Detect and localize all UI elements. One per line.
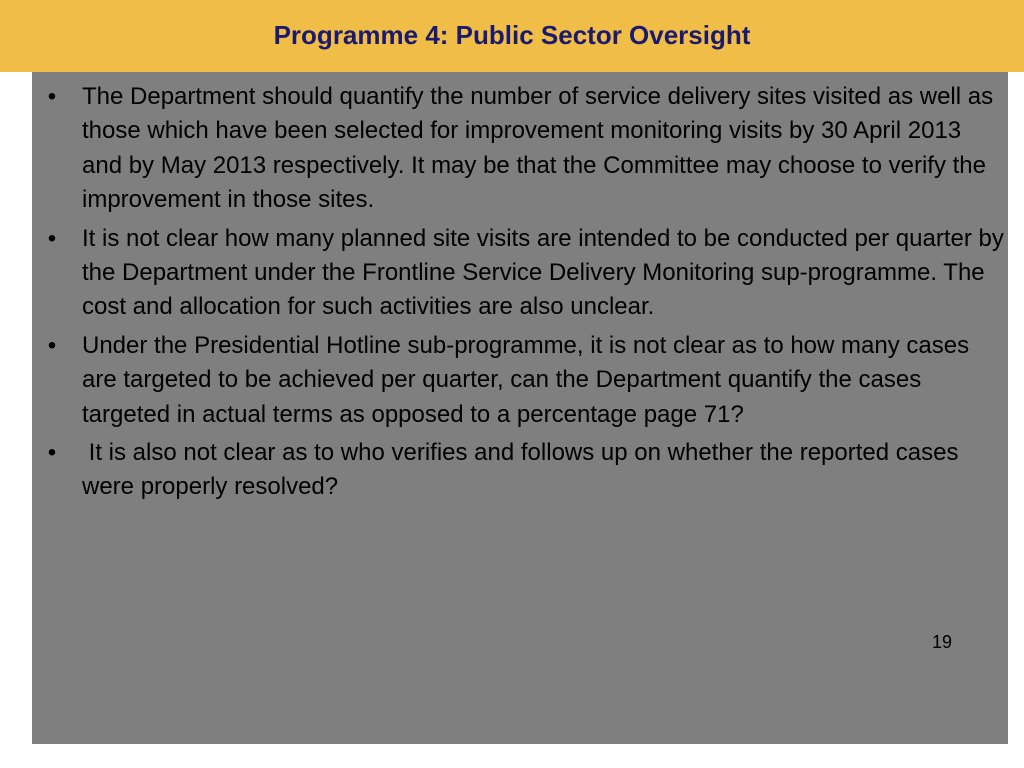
slide-title: Programme 4: Public Sector Oversight <box>273 19 751 50</box>
title-bar <box>0 0 1024 72</box>
bullet-text: The Department should quantify the number of service delivery sites visited as well as those which have been selected for improvement monitoring visits by 30 April 2013 and by May 2013 respectively. It may be that the Committee may choose to verify the improvement in those sites. <box>82 83 994 214</box>
bullet-text: It is also not clear as to who verifies and follows up on whether the reported cases were properly resolved? <box>82 439 966 501</box>
content-panel <box>32 72 1008 744</box>
bullet-list <box>42 80 1004 509</box>
bullet-text: Under the Presidential Hotline sub-programme, it is not clear as to how many cases are targeted to be achieved per quarter, can the Department quantify the cases targeted in actual terms as opposed to a percentage page 71? <box>82 331 970 428</box>
bullet-item <box>42 329 1004 432</box>
bullet-marker: • <box>47 224 57 252</box>
slide-number: 19 <box>931 632 952 652</box>
bullet-item <box>42 436 1004 505</box>
bullet-marker: • <box>47 83 57 110</box>
bullet-item <box>42 222 1004 325</box>
bullet-marker: • <box>47 439 57 467</box>
bullet-marker: • <box>47 331 57 359</box>
bullet-item <box>42 80 1004 218</box>
bullet-text: It is not clear how many planned site visits are intended to be conducted per quarter by the Department under the Frontline Service Delivery Monitoring sup-programme. The cost and allocation for such activities are also unclear. <box>82 224 1004 321</box>
